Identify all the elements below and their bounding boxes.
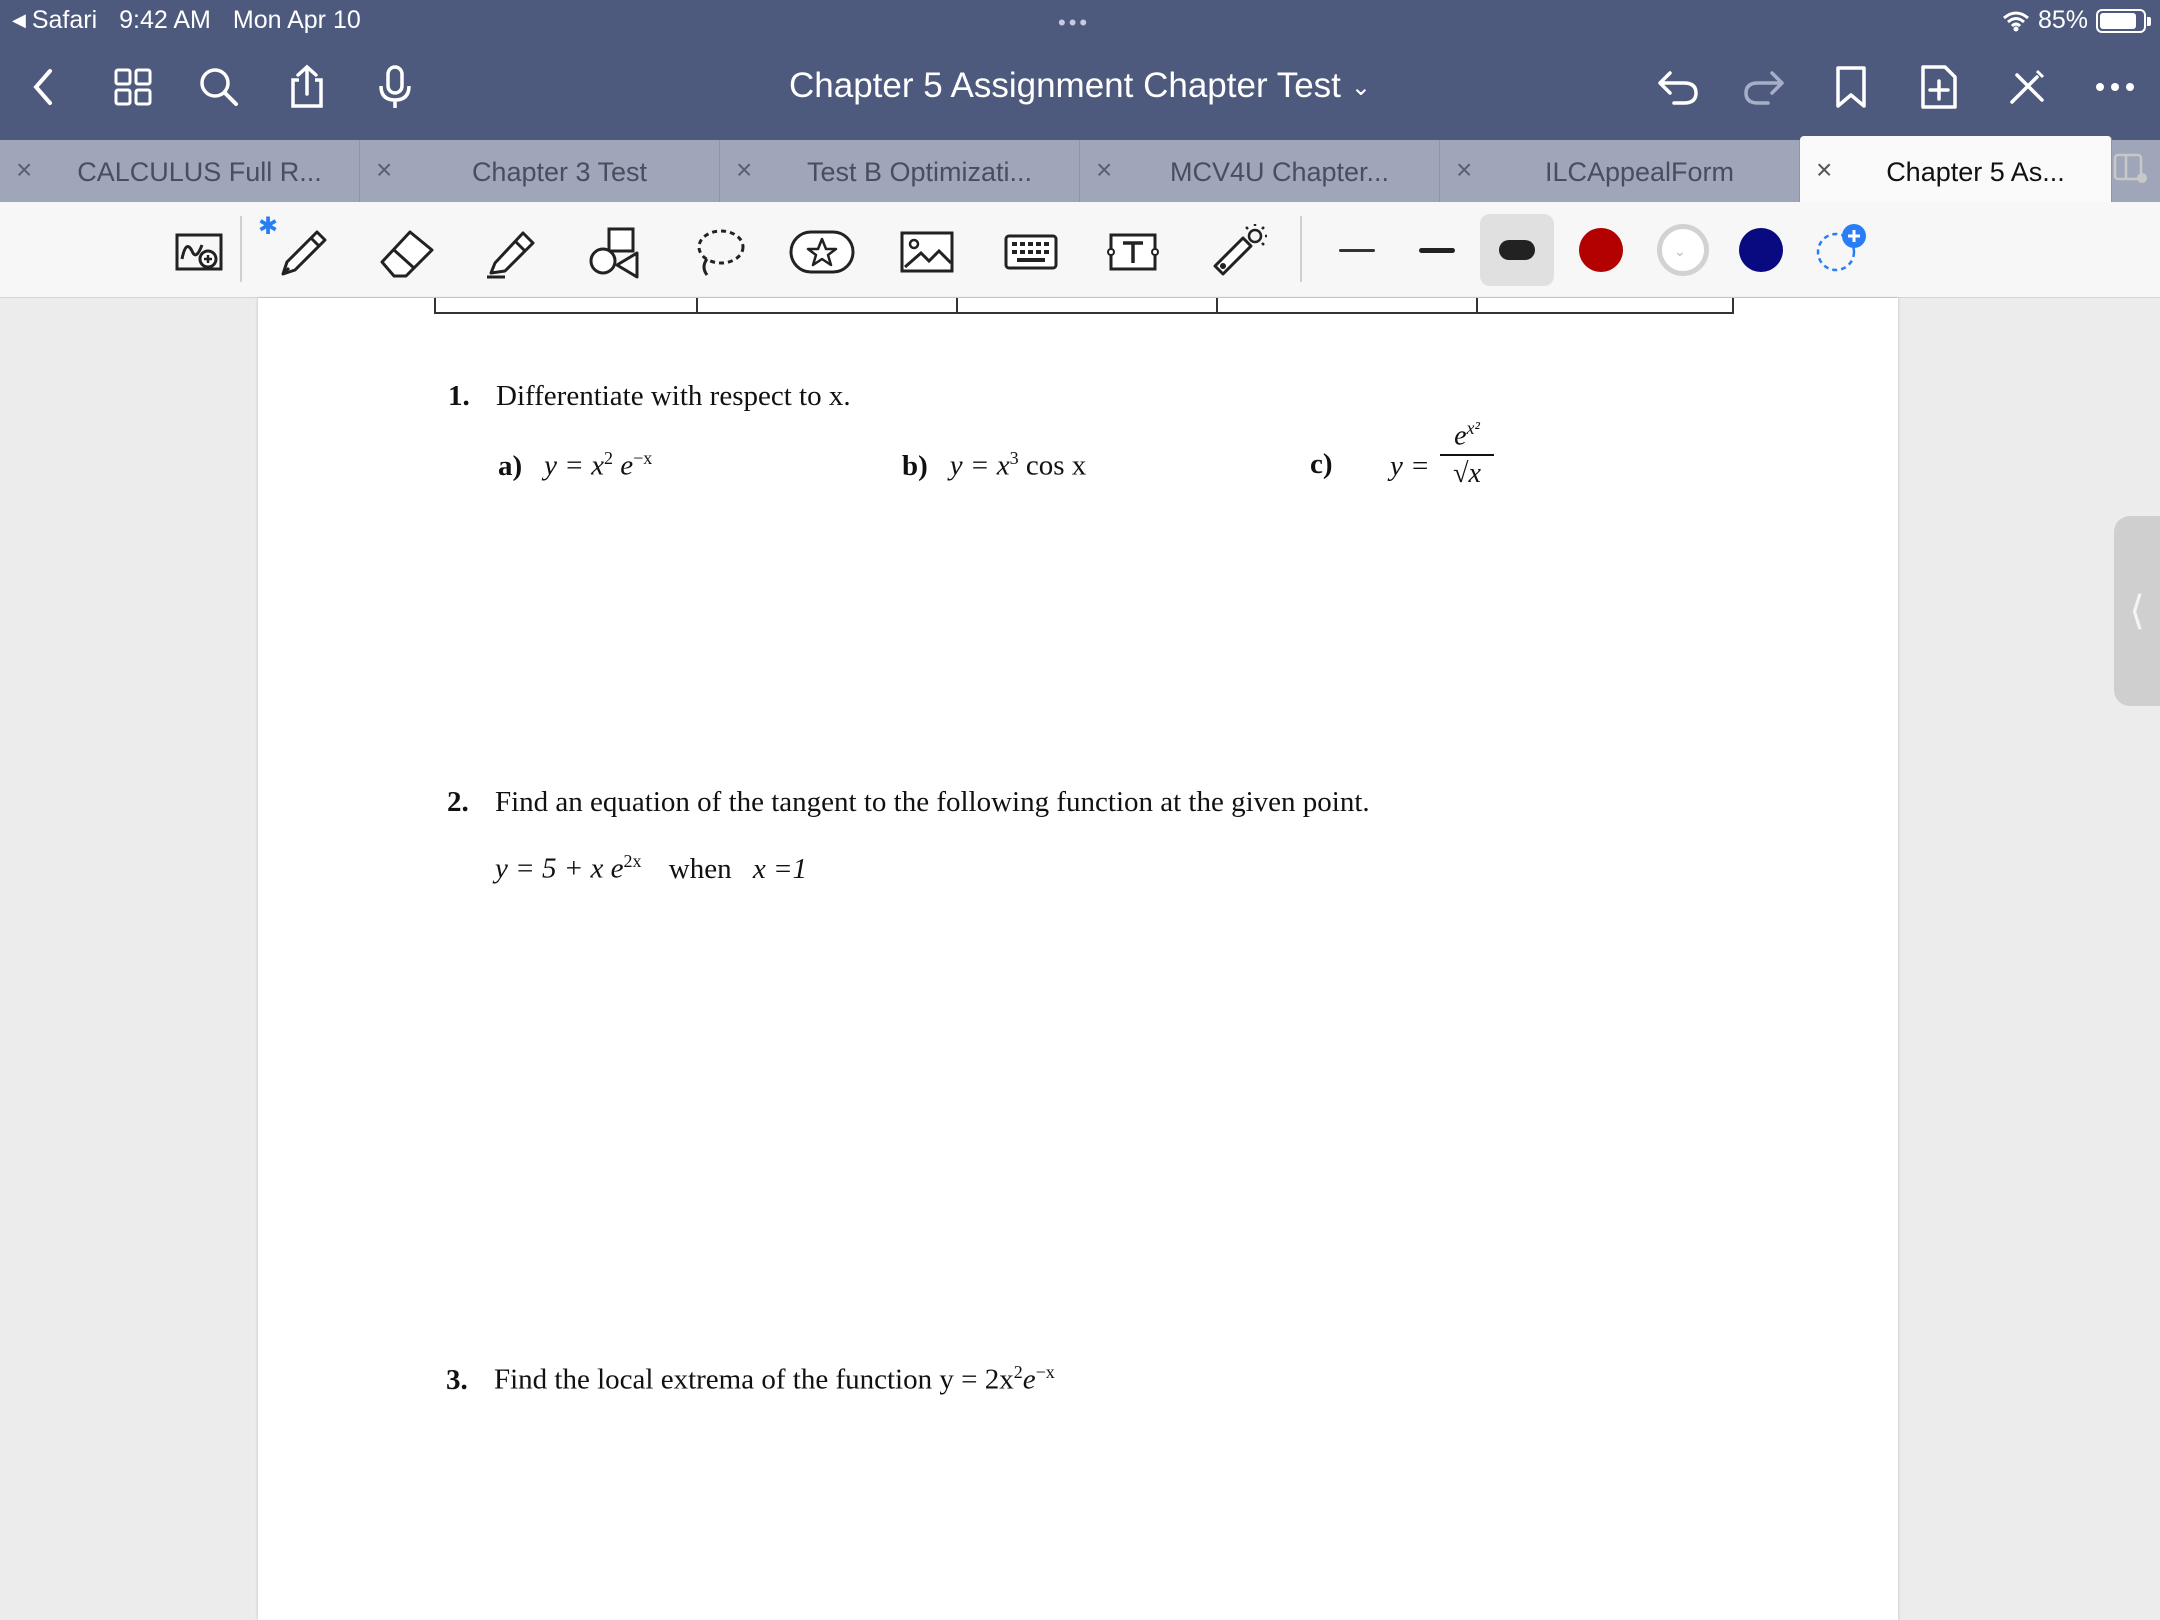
text-box-tool[interactable] <box>1100 222 1170 282</box>
status-date: Mon Apr 10 <box>232 6 361 34</box>
redo-icon[interactable] <box>1740 62 1790 112</box>
question-1b: b) $y = x^3$ cos x <box>902 448 1087 482</box>
lasso-tool[interactable] <box>684 222 754 282</box>
bookmark-icon[interactable] <box>1826 62 1876 112</box>
close-tab-icon[interactable]: × <box>736 154 753 185</box>
close-tab-icon[interactable]: × <box>1816 154 1833 185</box>
split-view-icon[interactable] <box>2112 150 2152 190</box>
question-3: 3. Find the local extrema of the function $y = 2x^2e^{-x}$ <box>446 1362 1055 1396</box>
tab-chapter-5-active[interactable]: × Chapter 5 As... <box>1800 136 2112 202</box>
battery-icon <box>2096 9 2146 33</box>
pen-size-thick-selected[interactable] <box>1480 214 1554 286</box>
zoom-window-tool[interactable] <box>165 222 235 282</box>
add-color-button[interactable] <box>1812 222 1868 278</box>
pen-toolbar <box>0 202 2160 298</box>
tab-bar <box>0 140 2160 202</box>
image-tool[interactable] <box>892 222 962 282</box>
tab-calculus[interactable]: × CALCULUS Full R... <box>0 140 360 202</box>
bluetooth-icon: ✱ <box>258 213 279 240</box>
pen-tool[interactable] <box>268 222 338 282</box>
question-1c-fraction: $e^{x^2}$ √x <box>1440 418 1494 490</box>
laser-pointer-tool[interactable] <box>1204 222 1274 282</box>
question-1c: c) <box>1310 448 1333 480</box>
back-chevron-icon[interactable] <box>18 62 68 112</box>
selected-check-icon: ⌄ <box>1674 243 1686 259</box>
question-1c-lhs: y = <box>1390 450 1430 482</box>
chevron-left-icon: ⟨ <box>2129 589 2145 633</box>
stickers-tool[interactable] <box>788 222 858 282</box>
title-chevron-icon: ⌄ <box>1350 74 1371 102</box>
question-1a: a) $y = x^2$ $e^{-x}$ <box>498 448 653 482</box>
add-page-icon[interactable] <box>1914 62 1964 112</box>
back-triangle-icon: ◀ <box>12 10 26 30</box>
grid-view-icon[interactable] <box>108 62 158 112</box>
more-icon[interactable] <box>2090 62 2140 112</box>
status-time: 9:42 AM <box>119 6 211 34</box>
document-area[interactable] <box>0 298 2160 1620</box>
close-tab-icon[interactable]: × <box>1456 154 1473 185</box>
question-1: 1. Differentiate with respect to x. <box>448 380 851 412</box>
undo-icon[interactable] <box>1652 62 1702 112</box>
table-fragment <box>434 298 1734 314</box>
eraser-tool[interactable] <box>372 222 442 282</box>
close-tab-icon[interactable]: × <box>1096 154 1113 185</box>
app-chrome <box>0 0 2160 140</box>
toolbar-divider <box>240 216 242 282</box>
toolbar-divider <box>1300 216 1302 282</box>
tab-chapter-3-test[interactable]: × Chapter 3 Test <box>360 140 720 202</box>
question-2-function: y = 5 + x $e^{2x}$ when x =1 <box>495 851 808 885</box>
shapes-tool[interactable] <box>580 222 650 282</box>
battery-percent: 85% <box>2037 6 2088 34</box>
color-swatch-white-selected[interactable] <box>1657 224 1709 276</box>
side-panel-handle[interactable] <box>2114 516 2160 706</box>
nav-bar <box>0 40 2160 140</box>
multitask-dots[interactable]: ••• <box>1058 10 1091 35</box>
document-title[interactable]: Chapter 5 Assignment Chapter Test ⌄ <box>789 66 1371 105</box>
pen-size-thin[interactable] <box>1320 214 1394 286</box>
search-icon[interactable] <box>194 62 244 112</box>
color-swatch-red[interactable] <box>1579 228 1623 272</box>
color-swatch-navy[interactable] <box>1739 228 1783 272</box>
pen-size-medium[interactable] <box>1400 214 1474 286</box>
wifi-icon <box>2002 10 2030 32</box>
tab-test-b-optimization[interactable]: × Test B Optimizati... <box>720 140 1080 202</box>
pdf-page[interactable] <box>258 298 1898 1620</box>
close-tab-icon[interactable]: × <box>16 154 33 185</box>
question-2: 2. Find an equation of the tangent to the following function at the given point. <box>447 786 1370 818</box>
status-bar <box>0 0 2160 40</box>
close-tab-icon[interactable]: × <box>376 154 393 185</box>
highlighter-tool[interactable] <box>476 222 546 282</box>
tab-ilc-appeal-form[interactable]: × ILCAppealForm <box>1440 140 1800 202</box>
microphone-icon[interactable] <box>370 62 420 112</box>
back-to-app[interactable]: ◀ Safari <box>12 6 98 34</box>
close-pen-tools-icon[interactable] <box>2002 62 2052 112</box>
share-icon[interactable] <box>282 62 332 112</box>
keyboard-tool[interactable] <box>996 222 1066 282</box>
tab-mcv4u-chapter[interactable]: × MCV4U Chapter... <box>1080 140 1440 202</box>
